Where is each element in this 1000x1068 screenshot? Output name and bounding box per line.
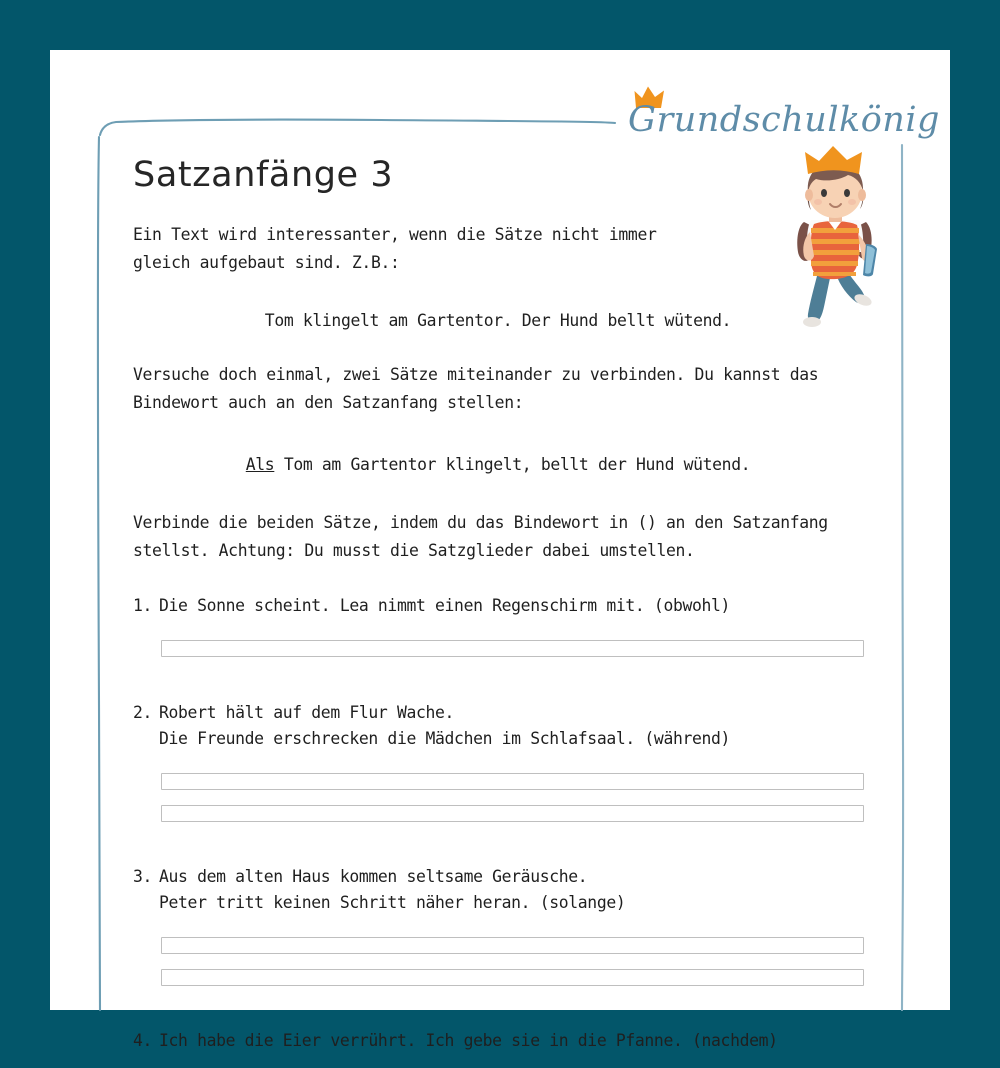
example-sentence-2 [133, 451, 863, 479]
answer-box[interactable] [161, 773, 864, 790]
exercise-text [133, 593, 878, 619]
exercise-sentence: Die Sonne scheint. Lea nimmt einen Regenschirm mit. (obwohl) [159, 596, 731, 615]
list-item [133, 1028, 878, 1054]
exercise-sentence: Peter tritt keinen Schritt näher heran. (solange) [159, 893, 626, 912]
exercise-sentence: Aus dem alten Haus kommen seltsame Geräusche. [159, 867, 588, 886]
list-item [133, 700, 878, 822]
answer-box[interactable] [161, 969, 864, 986]
worksheet-content [133, 155, 878, 1068]
example-sentence-1: Tom klingelt am Gartentor. Der Hund bellt wütend. [264, 311, 732, 330]
example-2-remainder: Tom am Gartentor klingelt, bellt der Hund wütend. [274, 455, 751, 474]
exercise-sentence-group [159, 864, 878, 916]
exercise-sentence: Die Freunde erschrecken die Mädchen im Schlafsaal. (während) [159, 729, 731, 748]
exercise-number: 3. [133, 867, 153, 886]
answer-box[interactable] [161, 805, 864, 822]
exercise-sentence: Ich habe die Eier verrührt. Ich gebe sie in die Pfanne. (nachdem) [159, 1031, 778, 1050]
exercise-number: 4. [133, 1031, 153, 1050]
exercise-text [133, 700, 878, 752]
page-title: Satzanfänge 3 [133, 155, 394, 195]
exercise-number: 2. [133, 703, 153, 722]
exercise-list [133, 593, 878, 1054]
brand-logo [620, 92, 940, 144]
exercise-text [133, 864, 878, 916]
example-2-underlined-word: Als [245, 455, 275, 474]
answer-box[interactable] [161, 937, 864, 954]
answer-box[interactable] [161, 640, 864, 657]
exercise-sentence-group [159, 700, 878, 752]
exercise-number: 1. [133, 596, 153, 615]
exercise-sentence: Robert hält auf dem Flur Wache. [159, 703, 455, 722]
intro-paragraph: Ein Text wird interessanter, wenn die Sätze nicht immer gleich aufgebaut sind. Z.B.: [133, 225, 657, 272]
instruction-paragraph-1: Versuche doch einmal, zwei Sätze miteinander zu verbinden. Du kannst das Bindewort auch an den Satzanfang stellen: [133, 365, 819, 412]
list-item [133, 864, 878, 986]
logo-text: Grundschulkönig [628, 100, 940, 140]
list-item [133, 593, 878, 657]
exercise-text [133, 1028, 878, 1054]
instruction-paragraph-2: Verbinde die beiden Sätze, indem du das Bindewort in () an den Satzanfang stellst. Achtung: Du musst die Satzglieder dabei umstellen. [133, 513, 828, 560]
